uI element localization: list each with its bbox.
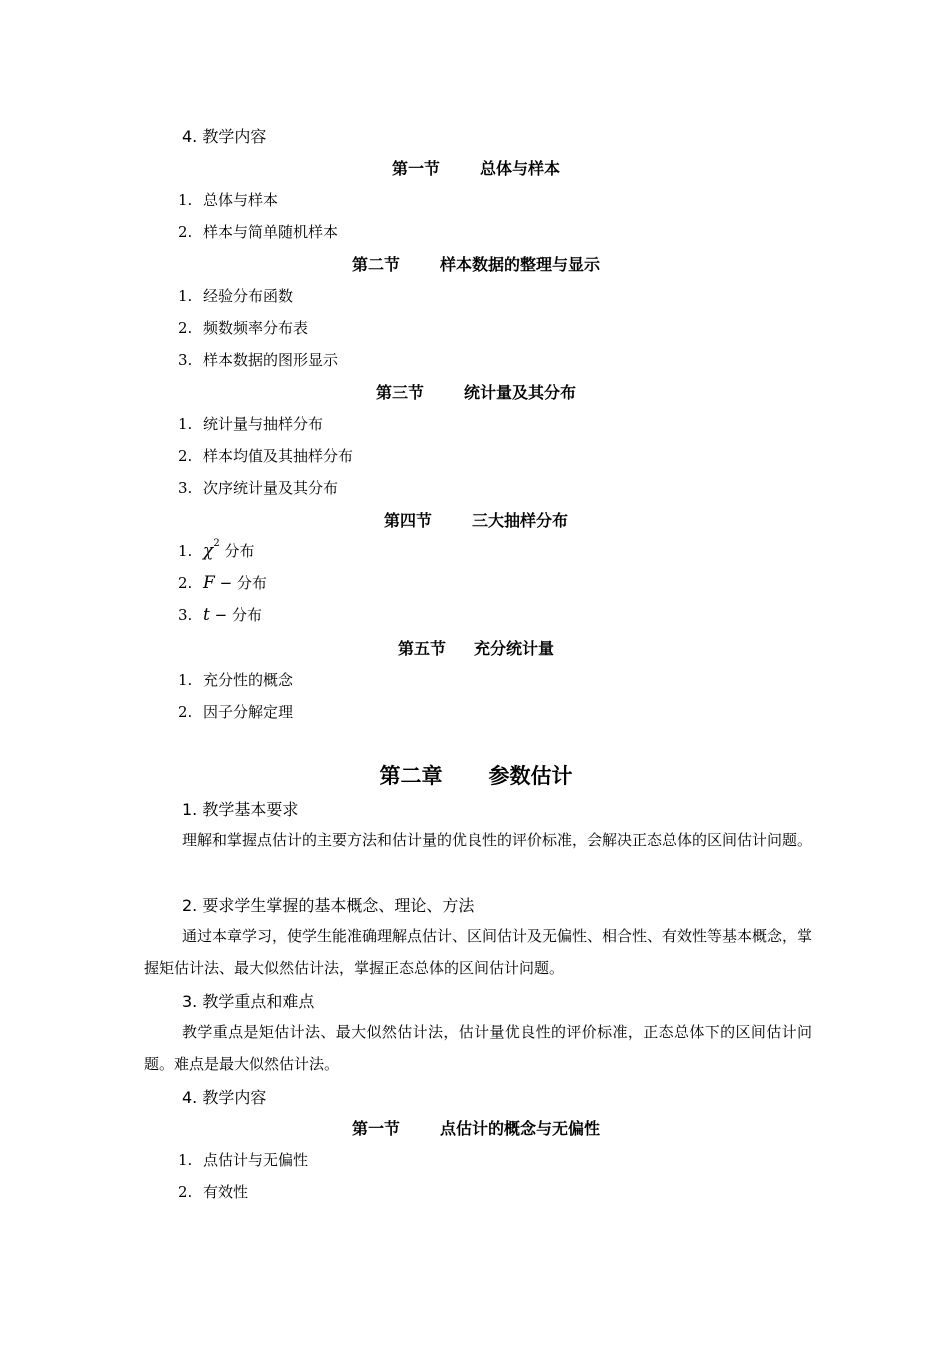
chapter-title [140, 760, 812, 790]
chi-symbol: χ [203, 541, 214, 561]
section-label: 第三节 [375, 383, 424, 402]
list-item: 1. 经验分布函数 [178, 287, 294, 305]
section-heading [140, 252, 812, 275]
f-symbol: F [203, 573, 215, 593]
list-item: 2. 因子分解定理 [178, 703, 294, 721]
section-title: 总体与样本 [480, 159, 561, 178]
section-label: 第二节 [351, 255, 400, 274]
requirements-heading: 1. 教学基本要求 [182, 800, 299, 819]
section-heading [140, 1116, 812, 1139]
list-item: 2. F − 分布 [178, 573, 267, 593]
concepts-heading: 2. 要求学生掌握的基本概念、理论、方法 [182, 896, 475, 915]
section-title: 统计量及其分布 [464, 383, 577, 402]
key-points-paragraph: 教学重点是矩估计法、最大似然估计法，估计量优良性的评价标准，正态总体下的区间估计问题。难点是最大似然估计法。 [144, 1023, 812, 1073]
section-title: 点估计的概念与无偏性 [440, 1119, 601, 1138]
list-item: 3. 次序统计量及其分布 [178, 479, 339, 497]
section-label: 第一节 [351, 1119, 400, 1138]
section-heading [140, 636, 812, 659]
section-heading [140, 156, 812, 179]
list-item: 1. 总体与样本 [178, 191, 279, 209]
list-item: 1. $\chi^2$ 分布 [178, 538, 255, 561]
superscript: 2 [213, 538, 220, 549]
list-item: 1. 充分性的概念 [178, 671, 294, 689]
section-title: 样本数据的整理与显示 [440, 255, 601, 274]
concepts-paragraph: 通过本章学习，使学生能准确理解点估计、区间估计及无偏性、相合性、有效性等基本概念，掌握矩估计法、最大似然估计法，掌握正态总体的区间估计问题。 [144, 927, 813, 977]
t-symbol: t [203, 605, 210, 625]
teaching-content-heading: 4. 教学内容 [182, 1088, 267, 1107]
list-item: 2. 样本与简单随机样本 [178, 223, 339, 241]
list-item: 1. 点估计与无偏性 [178, 1151, 309, 1169]
section-label: 第一节 [391, 159, 440, 178]
list-item: 2. 有效性 [178, 1183, 249, 1201]
requirements-paragraph: 理解和掌握点估计的主要方法和估计量的优良性的评价标准，会解决正态总体的区间估计问题。 [182, 831, 813, 849]
section-title: 三大抽样分布 [472, 511, 569, 530]
chapter-label: 第二章 [379, 764, 443, 788]
list-item: 3. 样本数据的图形显示 [178, 351, 339, 369]
list-item: 3. t − 分布 [178, 605, 262, 625]
list-item: 2. 样本均值及其抽样分布 [178, 447, 354, 465]
section-title: 充分统计量 [474, 639, 555, 658]
list-item: 2. 频数频率分布表 [178, 319, 309, 337]
section-label: 第五节 [397, 639, 446, 658]
key-points-heading: 3. 教学重点和难点 [182, 992, 315, 1011]
chapter-name: 参数估计 [488, 764, 573, 788]
section-heading [140, 508, 812, 531]
section-label: 第四节 [383, 511, 432, 530]
teaching-content-heading: 4. 教学内容 [182, 127, 267, 146]
section-heading [140, 380, 812, 403]
list-item: 1. 统计量与抽样分布 [178, 415, 324, 433]
